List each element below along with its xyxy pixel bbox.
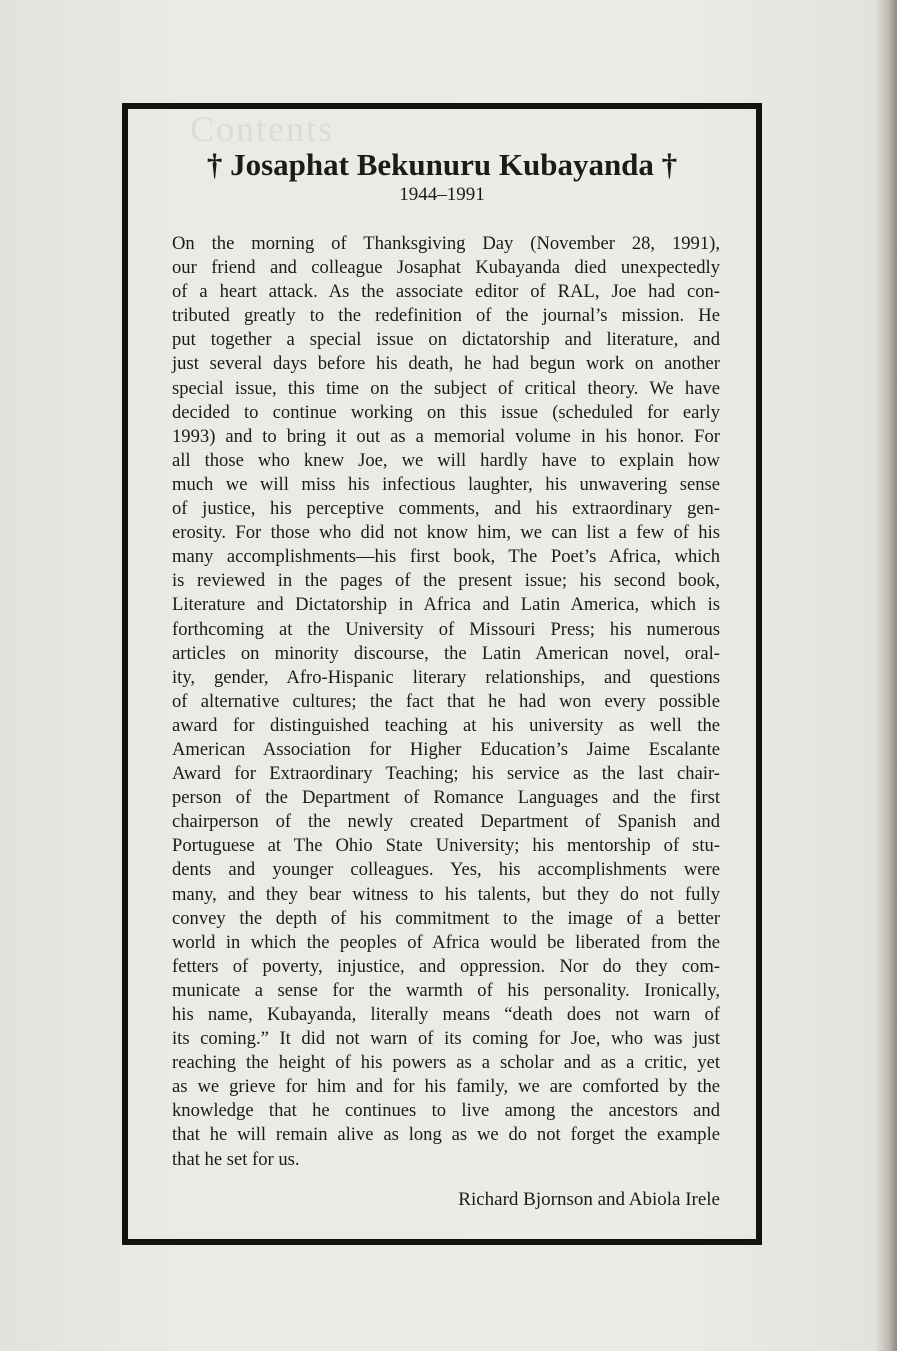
body-line: convey the depth of his commitment to the image of a better <box>172 907 720 929</box>
body-line: American Association for Higher Education’s Jaime Escalante <box>172 738 720 760</box>
body-line: of a heart attack. As the associate editor of RAL, Joe had con- <box>172 281 720 303</box>
body-line: person of the Department of Romance Languages and the first <box>172 787 720 809</box>
body-line: that he set for us. <box>172 1148 300 1170</box>
body-line: as we grieve for him and for his family, we are comforted by the <box>172 1076 720 1098</box>
memorial-title: † Josaphat Bekunuru Kubayanda † <box>206 147 678 182</box>
body-line: Literature and Dictatorship in Africa and Latin America, which is <box>172 594 720 616</box>
body-line: Award for Extraordinary Teaching; his service as the last chair- <box>172 763 720 785</box>
body-line: put together a special issue on dictatorship and literature, and <box>172 329 720 351</box>
body-line: many accomplishments—his first book, The Poet’s Africa, which <box>172 546 720 568</box>
show-through-text: Contents <box>190 109 335 149</box>
body-line: articles on minority discourse, the Latin American novel, oral- <box>172 642 720 664</box>
body-line: On the morning of Thanksgiving Day (November 28, 1991), <box>172 233 720 254</box>
body-line: Portuguese at The Ohio State University; his mentorship of stu- <box>172 835 720 857</box>
body-line: erosity. For those who did not know him, we can list a few of his <box>172 522 720 544</box>
body-line: of alternative cultures; the fact that he had won every possible <box>172 690 720 712</box>
body-line: forthcoming at the University of Missouri Press; his numerous <box>172 618 720 640</box>
body-line: many, and they bear witness to his talents, but they do not fully <box>172 883 720 905</box>
memorial-dates: 1944–1991 <box>399 184 485 205</box>
memorial-body <box>172 232 720 1172</box>
page-edge-shadow <box>875 0 897 1351</box>
body-line: of justice, his perceptive comments, and his extraordinary gen- <box>172 498 720 520</box>
body-line: dents and younger colleagues. Yes, his accomplishments were <box>172 859 720 881</box>
body-line: ity, gender, Afro-Hispanic literary relationships, and questions <box>172 666 720 688</box>
body-line: is reviewed in the pages of the present issue; his second book, <box>172 570 720 592</box>
body-line: reaching the height of his powers as a scholar and as a critic, yet <box>172 1052 720 1074</box>
body-line: world in which the peoples of Africa would be liberated from the <box>172 931 720 953</box>
body-line: decided to continue working on this issue (scheduled for early <box>172 401 720 423</box>
body-line: its coming.” It did not warn of its coming for Joe, who was just <box>172 1028 720 1050</box>
body-line: fetters of poverty, injustice, and oppression. Nor do they com- <box>172 955 720 977</box>
body-line: special issue, this time on the subject of critical theory. We have <box>172 377 720 399</box>
body-line: much we will miss his infectious laughter, his unwavering sense <box>172 473 720 495</box>
body-line: award for distinguished teaching at his university as well the <box>172 714 720 736</box>
body-line: tributed greatly to the redefinition of the journal’s mission. He <box>172 305 720 327</box>
body-line: that he will remain alive as long as we do not forget the example <box>172 1124 720 1146</box>
body-line: all those who knew Joe, we will hardly have to explain how <box>172 449 720 471</box>
body-line: 1993) and to bring it out as a memorial volume in his honor. For <box>172 425 720 447</box>
body-line: knowledge that he continues to live among the ancestors and <box>172 1100 720 1122</box>
body-line: our friend and colleague Josaphat Kubayanda died unexpectedly <box>172 257 720 279</box>
body-line: his name, Kubayanda, literally means “death does not warn of <box>172 1004 720 1025</box>
body-line: municate a sense for the warmth of his personality. Ironically, <box>172 979 720 1001</box>
signature: Richard Bjornson and Abiola Irele <box>458 1189 720 1210</box>
body-line: just several days before his death, he had begun work on another <box>172 353 720 375</box>
body-line: chairperson of the newly created Department of Spanish and <box>172 811 720 833</box>
